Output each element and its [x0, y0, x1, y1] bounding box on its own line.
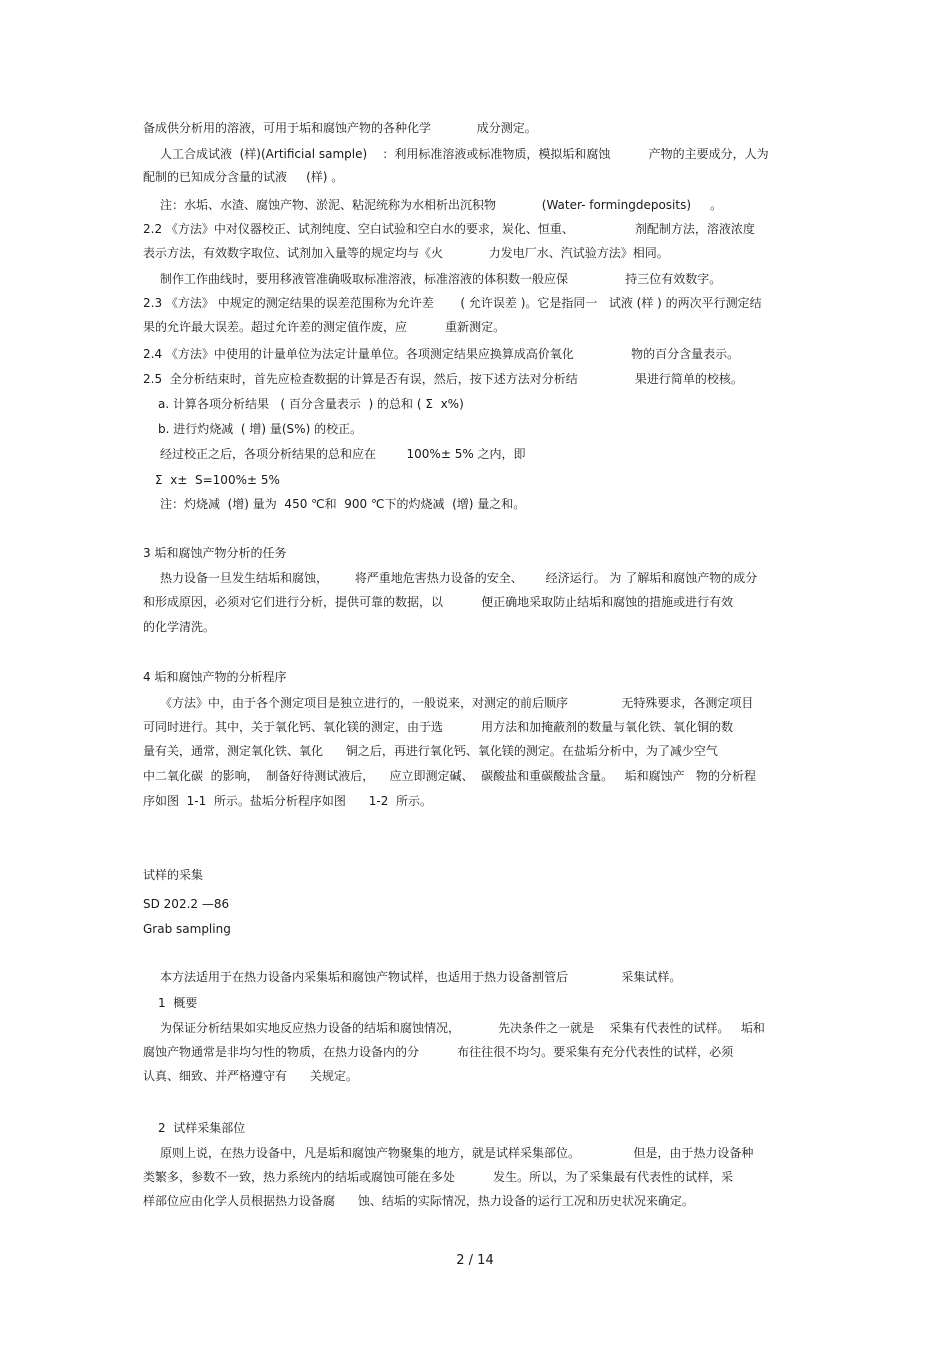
text-line: 的化学清洗。 — [143, 620, 216, 634]
text-line: 序如图 1-1 所示。盐垢分析程序如图 1-2 所示。 — [143, 794, 432, 808]
text-line: 原则上说，在热力设备中，凡是垢和腐蚀产物聚集的地方，就是试样采集部位。 但是，由于热力设备种 — [160, 1146, 754, 1160]
text-line: 和形成原因，必须对它们进行分析，提供可靠的数据，以 便正确地采取防止结垢和腐蚀的措施或进行有效 — [143, 595, 734, 609]
text-line: 2.3 《方法》 中规定的测定结果的误差范围称为允许差 ( 允许误差 )。它是指同一 试液 (样 ) 的两次平行测定结 — [143, 296, 762, 310]
text-line: 可同时进行。其中，关于氧化钙、氧化镁的测定，由于选 用方法和加掩蔽剂的数量与氧化铁、氧化铜的数 — [143, 720, 734, 734]
text-line: 热力设备一旦发生结垢和腐蚀， 将严重地危害热力设备的安全、 经济运行。 为 了解垢和腐蚀产物的成分 — [160, 571, 758, 585]
text-line: 表示方法，有效数字取位、试剂加入量等的规定均与《火 力发电厂水、汽试验方法》相同。 — [143, 246, 669, 260]
section-heading: 4 垢和腐蚀产物的分析程序 — [143, 670, 287, 684]
text-line: 2.5 全分析结束时，首先应检查数据的计算是否有误，然后，按下述方法对分析结 果进行简单的校核。 — [143, 372, 743, 386]
subsection-heading: 1 概要 — [158, 996, 198, 1010]
text-line: 果的允许最大误差。超过允许差的测定值作废，应 重新测定。 — [143, 320, 506, 334]
text-line: 制作工作曲线时，要用移液管准确吸取标准溶液，标准溶液的体积数一般应保 持三位有效数字。 — [160, 272, 722, 286]
text-line: 配制的已知成分含量的试液 (样) 。 — [143, 170, 344, 184]
text-line: 量有关，通常，测定氧化铁、氧化 铜之后，再进行氧化钙、氧化镁的测定。在盐垢分析中，为了减少空气 — [143, 744, 718, 758]
subsection-heading: 2 试样采集部位 — [158, 1121, 246, 1135]
text-line: 备成供分析用的溶液，可用于垢和腐蚀产物的各种化学 成分测定。 — [143, 121, 537, 135]
text-line: 人工合成试液 (样)(Artificial sample) ：利用标准溶液或标准物质，模拟垢和腐蚀 产物的主要成分，人为 — [160, 147, 769, 161]
page-number: 2 / 14 — [456, 1253, 494, 1268]
section-heading: 试样的采集 — [143, 868, 204, 882]
text-line: 腐蚀产物通常是非均匀性的物质，在热力设备内的分 布往往很不均匀。要采集有充分代表性的试样，必须 — [143, 1045, 734, 1059]
text-line: 注：水垢、水渣、腐蚀产物、淤泥、粘泥统称为水相析出沉积物 (Water- formingdeposits) 。 — [160, 198, 723, 212]
text-line: 经过校正之后，各项分析结果的总和应在 100%± 5% 之内，即 — [160, 447, 526, 461]
text-line: 样部位应由化学人员根据热力设备腐 蚀、结垢的实际情况，热力设备的运行工况和历史状况来确定。 — [143, 1194, 694, 1208]
english-title: Grab sampling — [143, 922, 231, 936]
text-line: 2.2 《方法》中对仪器校正、试剂纯度、空白试验和空白水的要求，炭化、恒重、 剂配制方法，溶液浓度 — [143, 222, 755, 236]
text-line: 认真、细致、并严格遵守有 关规定。 — [143, 1069, 358, 1083]
text-line: 为保证分析结果如实地反应热力设备的结垢和腐蚀情况， 先决条件之一就是 采集有代表性的试样。 垢和 — [160, 1021, 765, 1035]
text-line: 《方法》中，由于各个测定项目是独立进行的，一般说来，对测定的前后顺序 无特殊要求，各测定项目 — [160, 696, 754, 710]
text-line: b. 进行灼烧减 ( 增) 量(S%) 的校正。 — [158, 422, 363, 436]
text-line: 本方法适用于在热力设备内采集垢和腐蚀产物试样，也适用于热力设备割管后 采集试样。 — [160, 970, 682, 984]
text-line: 类繁多，参数不一致，热力系统内的结垢或腐蚀可能在多处 发生。所以，为了采集最有代表性的试样，采 — [143, 1170, 734, 1184]
text-line: 2.4 《方法》中使用的计量单位为法定计量单位。各项测定结果应换算成高价氧化 物的百分含量表示。 — [143, 347, 740, 361]
formula-line: Σ x± S=100%± 5% — [155, 473, 280, 487]
standard-code: SD 202.2 —86 — [143, 897, 230, 911]
section-heading: 3 垢和腐蚀产物分析的任务 — [143, 546, 287, 560]
text-line: a. 计算各项分析结果 ( 百分含量表示 ) 的总和 ( Σ x%) — [158, 397, 464, 411]
text-line: 中二氧化碳 的影响， 制备好待测试液后， 应立即测定碱、 碳酸盐和重碳酸盐含量。 垢和腐蚀产 物的分析程 — [143, 769, 757, 783]
text-line: 注：灼烧减 (增) 量为 450 ℃和 900 ℃下的灼烧减 (增) 量之和。 — [160, 497, 526, 511]
